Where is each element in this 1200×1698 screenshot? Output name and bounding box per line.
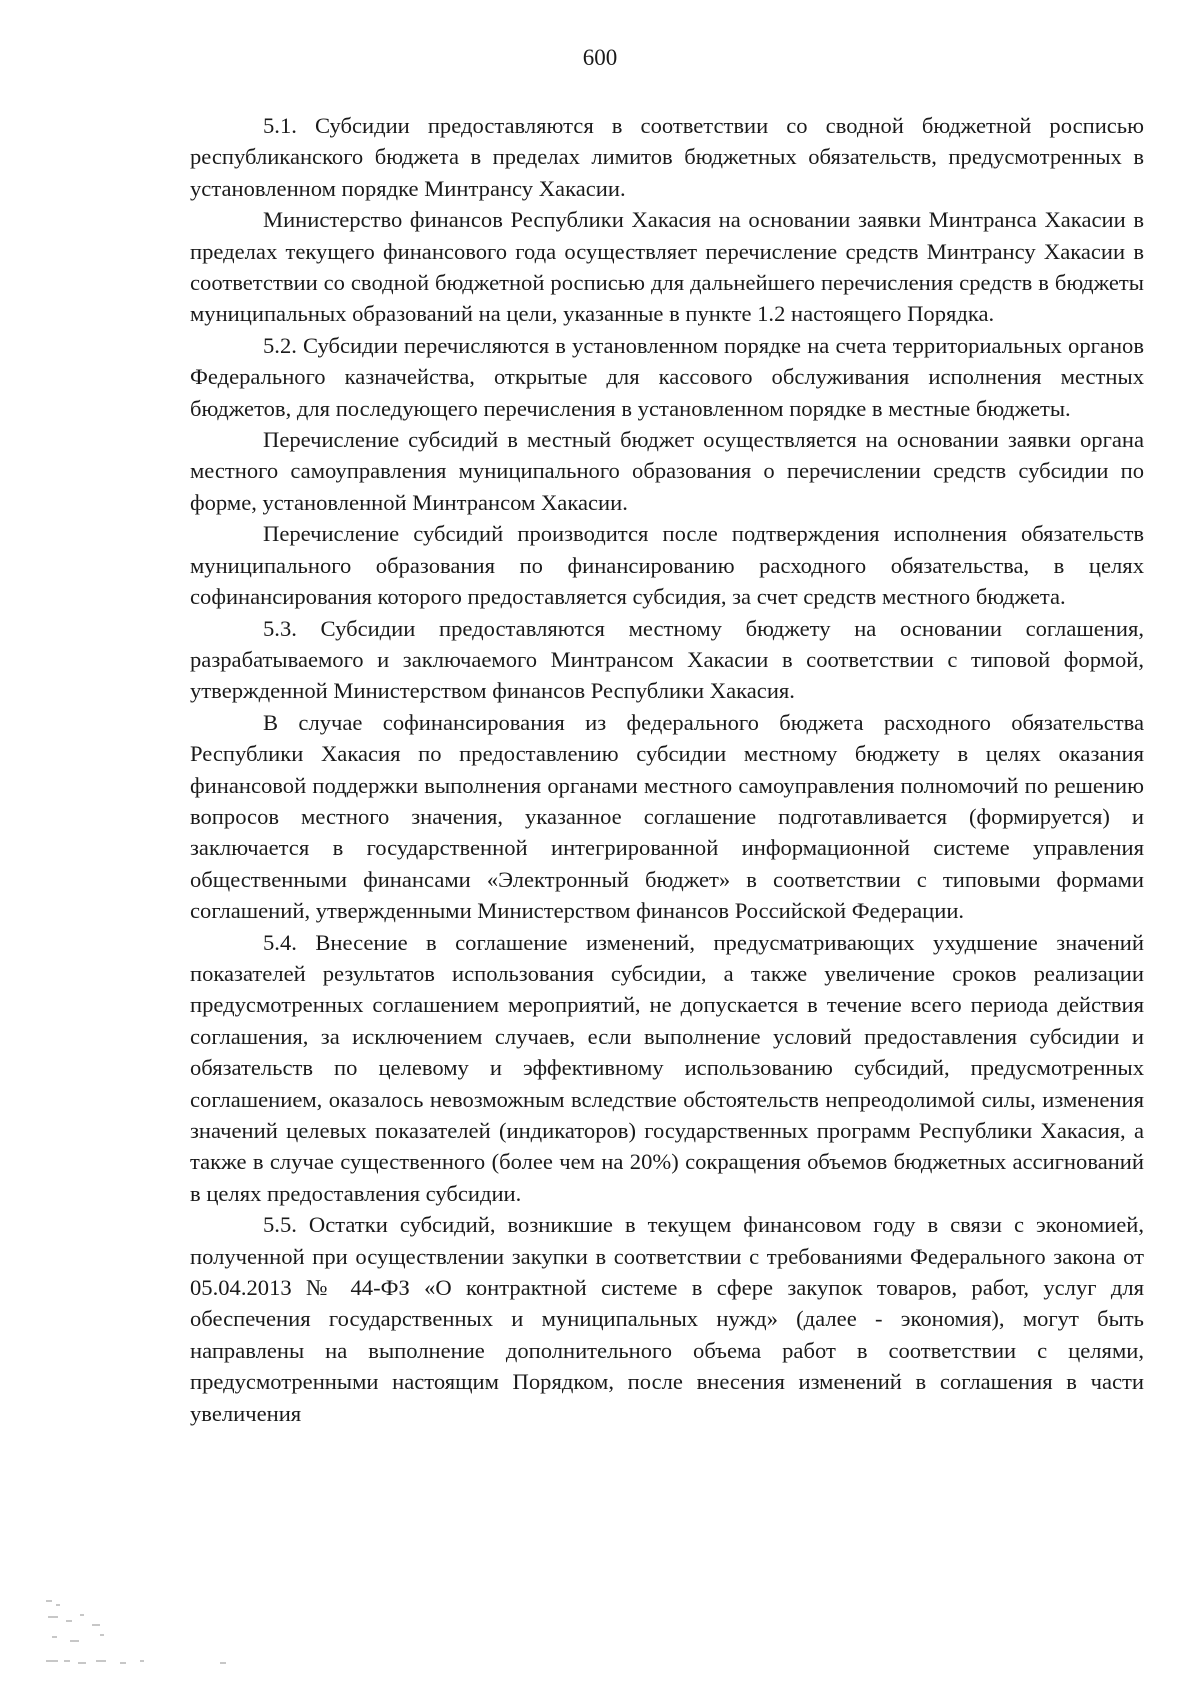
paragraph-5-4: 5.4. Внесение в соглашение изменений, предусматривающих ухудшение значений показателей результатов использования субсидии, а также увеличение сроков реализации предусмотренных соглашением мероприятий, не допускается в течение всего периода действия соглашения, за исключением случаев, если выполнение условий предоставления субсидии и обязательств по целевому и эффективному использованию субсидий, предусмотренных соглашением, оказалось невозможным вследствие обстоятельств непреодолимой силы, изменения значений целевых показателей (индикаторов) государственных программ Республики Хакасия, а также в случае существенного (более чем на 20%) сокращения объемов бюджетных ассигнований в целях предоставления субсидии. — [190, 929, 1144, 1206]
page-number: 600 — [582, 45, 618, 70]
paragraph-local-budget-transfer: Перечисление субсидий в местный бюджет осуществляется на основании заявки органа местного самоуправления муниципального образования о перечислении средств субсидии по форме, установленной Минтрансом Хакасии. — [190, 427, 1144, 515]
paragraph-5-1: 5.1. Субсидии предоставляются в соответствии со сводной бюджетной росписью республиканского бюджета в пределах лимитов бюджетных обязательств, предусмотренных в установленном порядке Минтрансу Хакасии. — [190, 113, 1144, 201]
document-body — [190, 110, 1144, 1429]
scan-artifact — [40, 1590, 280, 1690]
paragraph-transfer-confirmation: Перечисление субсидий производится после подтверждения исполнения обязательств муниципального образования по финансированию расходного обязательства, в целях софинансирования которого предоставляется субсидия, за счет средств местного бюджета. — [190, 521, 1144, 610]
paragraph-5-3: 5.3. Субсидии предоставляются местному бюджету на основании соглашения, разрабатываемого и заключаемого Минтрансом Хакасии в соответствии с типовой формой, утвержденной Министерством финансов Республики Хакасия. — [190, 615, 1144, 704]
paragraph-5-2: 5.2. Субсидии перечисляются в установленном порядке на счета территориальных органов Федерального казначейства, открытые для кассового обслуживания исполнения местных бюджетов, для последующего перечисления в установленном порядке в местные бюджеты. — [190, 332, 1144, 421]
paragraph-ministry-transfer: Министерство финансов Республики Хакасия на основании заявки Минтранса Хакасии в пределах текущего финансового года осуществляет перечисление средств Минтрансу Хакасии в соответствии со сводной бюджетной росписью для дальнейшего перечисления средств в бюджеты муниципальных образований на цели, указанные в пункте 1.2 настоящего Порядка. — [190, 207, 1144, 327]
paragraph-5-5: 5.5. Остатки субсидий, возникшие в текущем финансовом году в связи с экономией, полученной при осуществлении закупки в соответствии с требованиями Федерального закона от 05.04.2013 № 44-ФЗ «О контрактной системе в сфере закупок товаров, работ, услуг для обеспечения государственных и муниципальных нужд» (далее - экономия), могут быть направлены на выполнение дополнительного объема работ в соответствии с целями, предусмотренными настоящим Порядком, после внесения изменений в соглашения в части увеличения — [190, 1212, 1144, 1426]
paragraph-federal-cofinancing: В случае софинансирования из федерального бюджета расходного обязательства Республики Хакасия по предоставлению субсидии местному бюджету в целях оказания финансовой поддержки выполнения органами местного самоуправления полномочий по решению вопросов местного значения, указанное соглашение подготавливается (формируется) и заключается в государственной интегрированной информационной системе управления общественными финансами «Электронный бюджет» в соответствии с типовыми формами соглашений, утвержденными Министерством финансов Российской Федерации. — [190, 709, 1144, 924]
